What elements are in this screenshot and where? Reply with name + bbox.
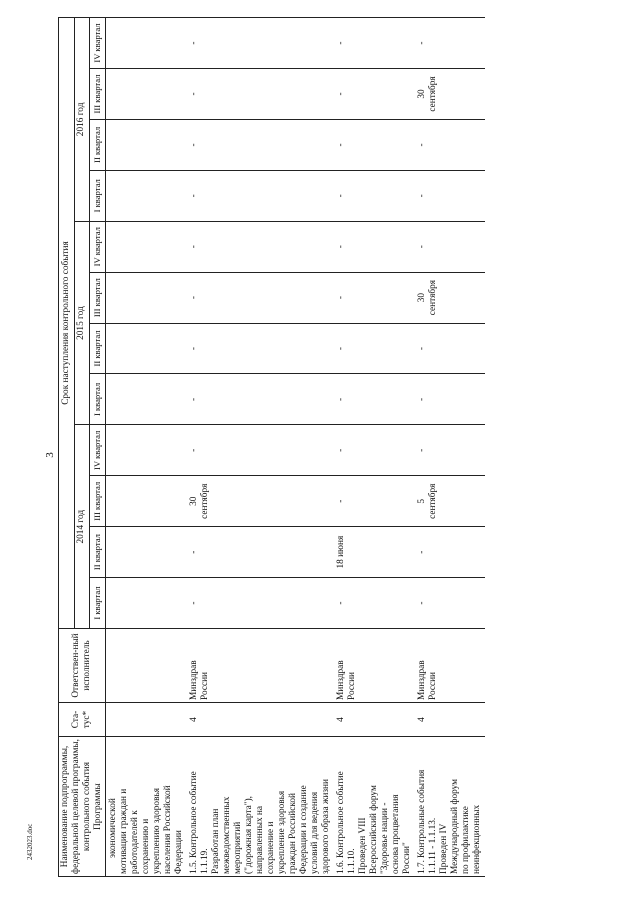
quarter-cell: - [334,578,415,629]
quarter-cell: - [415,578,485,629]
table-row [187,18,334,877]
quarter-cell [106,476,188,527]
quarter-cell [106,527,188,578]
quarter-cell: 30 сентября [415,272,485,323]
header-quarter: I квартал [90,578,106,629]
event-name: Контрольное событие 1.1.19. Разработан план межведомственных мероприятий ("дорожная карта"), направленных на сохранение и укрепление здоровья граждан Российской Федерации и создание условий для ведения здорового образа жизни [189,771,331,874]
header-year-2014: 2014 год [74,425,90,629]
header-quarter: II квартал [90,119,106,170]
quarter-cell [106,119,188,170]
event-name: Контрольные события 1.1.11 - 1.1.13. Проведен IV Международный форум по профилактике неинфекционных [417,769,482,874]
event-name-cell [106,737,188,877]
quarter-cell [106,221,188,272]
table-row [106,18,188,877]
rotated-table-sheet [58,17,633,877]
quarter-cell: - [334,425,415,476]
quarter-cell: 30 сентября [187,476,334,527]
header-quarter: II квартал [90,527,106,578]
header-quarter: IV квартал [90,221,106,272]
quarter-cell: - [415,18,485,69]
quarter-cell [106,374,188,425]
quarter-cell: - [187,527,334,578]
status-cell: 4 [334,703,415,737]
quarter-cell [106,69,188,120]
header-deadline: Срок наступления контрольного события [59,18,75,629]
quarter-cell: - [415,374,485,425]
row-number: 1.6. [336,860,346,874]
quarter-cell [106,272,188,323]
executor-cell [106,629,188,703]
executor-cell: Минздрав России [187,629,334,703]
header-quarter: I квартал [90,170,106,221]
table-row [415,18,485,877]
event-name-cell [415,737,485,877]
status-cell [106,703,188,737]
header-quarter: III квартал [90,272,106,323]
quarter-cell: - [415,119,485,170]
header-quarter: IV квартал [90,425,106,476]
quarter-cell: - [187,170,334,221]
quarter-cell: - [415,323,485,374]
quarter-cell: 5 сентября [415,476,485,527]
quarter-cell: - [334,221,415,272]
control-events-table [58,17,485,877]
quarter-cell: 18 июня [334,527,415,578]
quarter-cell: - [187,374,334,425]
quarter-cell: - [334,69,415,120]
quarter-cell: - [334,476,415,527]
quarter-cell: - [187,323,334,374]
event-name: экономической мотивации граждан и работодателей к сохранению и укреплению здоровья населения Российской Федерации [108,785,184,874]
quarter-cell: - [334,323,415,374]
quarter-cell [106,18,188,69]
row-number: 1.5. [189,860,199,874]
footer-filename: 2432023.doc [26,823,34,860]
status-cell: 4 [415,703,485,737]
executor-cell: Минздрав России [415,629,485,703]
header-executor: Ответствен-ный исполнитель [59,629,106,703]
header-year-2015: 2015 год [74,221,90,425]
executor-cell: Минздрав России [334,629,415,703]
quarter-cell: 30 сентября [415,69,485,120]
header-quarter: III квартал [90,476,106,527]
header-quarter: I квартал [90,374,106,425]
header-year-2016: 2016 год [74,18,90,222]
quarter-cell: - [415,527,485,578]
table-body [106,18,486,877]
quarter-cell [106,425,188,476]
event-name: Контрольное событие 1.1.10. Проведен VIII Всероссийский форум "Здоровье нации - основа процветания России" [336,771,412,874]
quarter-cell: - [334,119,415,170]
quarter-cell: - [415,425,485,476]
quarter-cell: - [187,119,334,170]
quarter-cell: - [334,272,415,323]
page-number: 3 [44,452,56,458]
quarter-cell [106,170,188,221]
quarter-cell: - [187,69,334,120]
table-row [334,18,415,877]
quarter-cell: - [187,272,334,323]
quarter-cell [106,578,188,629]
quarter-cell: - [187,578,334,629]
quarter-cell: - [334,170,415,221]
quarter-cell: - [187,221,334,272]
quarter-cell: - [334,374,415,425]
quarter-cell [106,323,188,374]
header-quarter: IV квартал [90,18,106,69]
header-status: Ста-тус* [59,703,106,737]
event-name-cell [334,737,415,877]
row-number: 1.7. [417,860,427,874]
quarter-cell: - [187,18,334,69]
quarter-cell: - [334,18,415,69]
event-name-cell [187,737,334,877]
status-cell: 4 [187,703,334,737]
header-name: Наименование подпрограммы, федеральной целевой программы, контрольного события Программы [59,737,106,877]
quarter-cell: - [415,170,485,221]
quarter-cell: - [187,425,334,476]
quarter-cell: - [415,221,485,272]
header-quarter: II квартал [90,323,106,374]
header-quarter: III квартал [90,69,106,120]
